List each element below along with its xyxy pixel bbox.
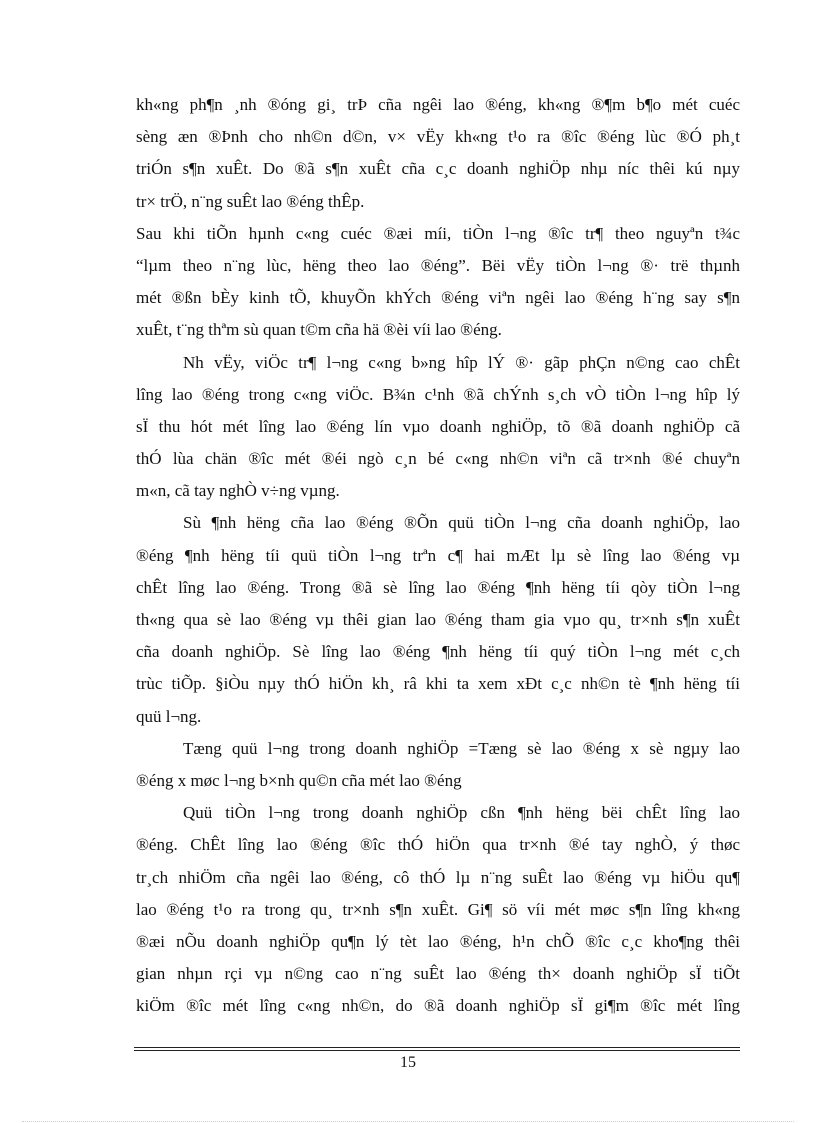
text-line: Tæng quü l¬ng trong doanh nghiÖp =Tæng sè lao ®éng x sè ngµy lao <box>183 738 740 758</box>
page-edge-dotted-line <box>22 1121 794 1122</box>
text-line: cña doanh nghiÖp. Sè lîng lao ®éng ¶nh hëng tíi quý tiÒn l¬ng mét c¸ch <box>136 642 740 662</box>
text-line: triÓn s¶n xuÊt. Do ®ã s¶n xuÊt cña c¸c doanh nghiÖp nhµ níc thêi kú nµy <box>136 159 740 179</box>
text-line: Quü tiÒn l¬ng trong doanh nghiÖp cßn ¶nh hëng bëi chÊt lîng lao <box>183 803 740 823</box>
text-line: xuÊt, t¨ng thªm sù quan t©m cña hä ®èi víi lao ®éng. <box>136 320 502 340</box>
text-line: “lµm theo n¨ng lùc, hëng theo lao ®éng”. Bëi vËy tiÒn l¬ng ®· trë thµnh <box>136 255 740 275</box>
text-line: m«n, cã tay nghÒ v÷ng vµng. <box>136 481 340 501</box>
body-text <box>136 89 740 1022</box>
text-line: kh«ng ph¶n ¸nh ®óng gi¸ trÞ cña ngêi lao ®éng, kh«ng ®¶m b¶o mét cuéc <box>136 95 740 114</box>
text-line: trùc tiÕp. §iÒu nµy thÓ hiÖn kh¸ râ khi ta xem xÐt c¸c nh©n tè ¶nh hëng tíi <box>136 674 740 694</box>
text-line: thÓ lùa chän ®îc mét ®éi ngò c¸n bé c«ng nh©n viªn cã tr×nh ®é chuyªn <box>136 449 740 469</box>
text-line: Sau khi tiÕn hµnh c«ng cuéc ®æi míi, tiÒn l¬ng ®îc tr¶ theo nguyªn t¾c <box>136 223 740 243</box>
text-line: ®éng. ChÊt lîng lao ®éng ®îc thÓ hiÖn qua tr×nh ®é tay nghÒ, ý thøc <box>136 835 740 855</box>
text-line: th«ng qua sè lao ®éng vµ thêi gian lao ®éng tham gia vµo qu¸ tr×nh s¶n xuÊt <box>136 610 740 629</box>
text-line: chÊt lîng lao ®éng. Trong ®ã sè lîng lao ®éng ¶nh hëng tíi qòy tiÒn l¬ng <box>136 577 740 597</box>
text-line: sèng æn ®Þnh cho nh©n d©n, v× vËy kh«ng t¹o ra ®îc ®éng lùc ®Ó ph¸t <box>136 127 740 147</box>
text-line: lîng lao ®éng trong c«ng viÖc. B¾n c¹nh ®ã chÝnh s¸ch vÒ tiÒn l¬ng hîp lý <box>136 384 740 404</box>
text-line: lao ®éng t¹o ra trong qu¸ tr×nh s¶n xuÊt. Gi¶ sö víi mét møc s¶n lîng kh«ng <box>136 899 740 919</box>
text-line: tr¸ch nhiÖm cña ngêi lao ®éng, cô thÓ lµ n¨ng suÊt lao ®éng vµ hiÖu qu¶ <box>136 867 740 887</box>
page-number: 15 <box>400 1054 416 1071</box>
text-line: ®æi nÕu doanh nghiÖp qu¶n lý tèt lao ®éng, h¹n chÕ ®îc c¸c kho¶ng thêi <box>136 931 740 951</box>
text-line: ®éng ¶nh hëng tíi quü tiÒn l¬ng trªn c¶ hai mÆt lµ sè lîng lao ®éng vµ <box>136 545 740 565</box>
text-line: sÏ thu hót mét lîng lao ®éng lín vµo doanh nghiÖp, tõ ®ã doanh nghiÖp cã <box>136 416 740 436</box>
text-line: tr× trÖ, n¨ng suÊt lao ®éng thÊp. <box>136 191 365 211</box>
text-line: ®éng x møc l¬ng b×nh qu©n cña mét lao ®éng <box>136 770 462 790</box>
text-line: mét ®ßn bÈy kinh tÕ, khuyÕn khÝch ®éng viªn ngêi lao ®éng h¨ng say s¶n <box>136 288 740 308</box>
text-line: kiÖm ®îc mét lîng c«ng nh©n, do ®ã doanh nghiÖp sÏ gi¶m ®îc mét lîng <box>136 996 740 1016</box>
footer-rule-top <box>134 1047 740 1048</box>
text-line: gian nhµn rçi vµ n©ng cao n¨ng suÊt lao ®éng th× doanh nghiÖp sÏ tiÕt <box>136 964 740 984</box>
footer-rule-bottom <box>134 1050 740 1051</box>
text-line: Sù ¶nh hëng cña lao ®éng ®Õn quü tiÒn l¬ng cña doanh nghiÖp, lao <box>183 513 740 533</box>
text-line: quü l¬ng. <box>136 706 202 726</box>
text-line: Nh vËy, viÖc tr¶ l¬ng c«ng b»ng hîp lÝ ®· gãp phÇn n©ng cao chÊt <box>183 352 740 372</box>
